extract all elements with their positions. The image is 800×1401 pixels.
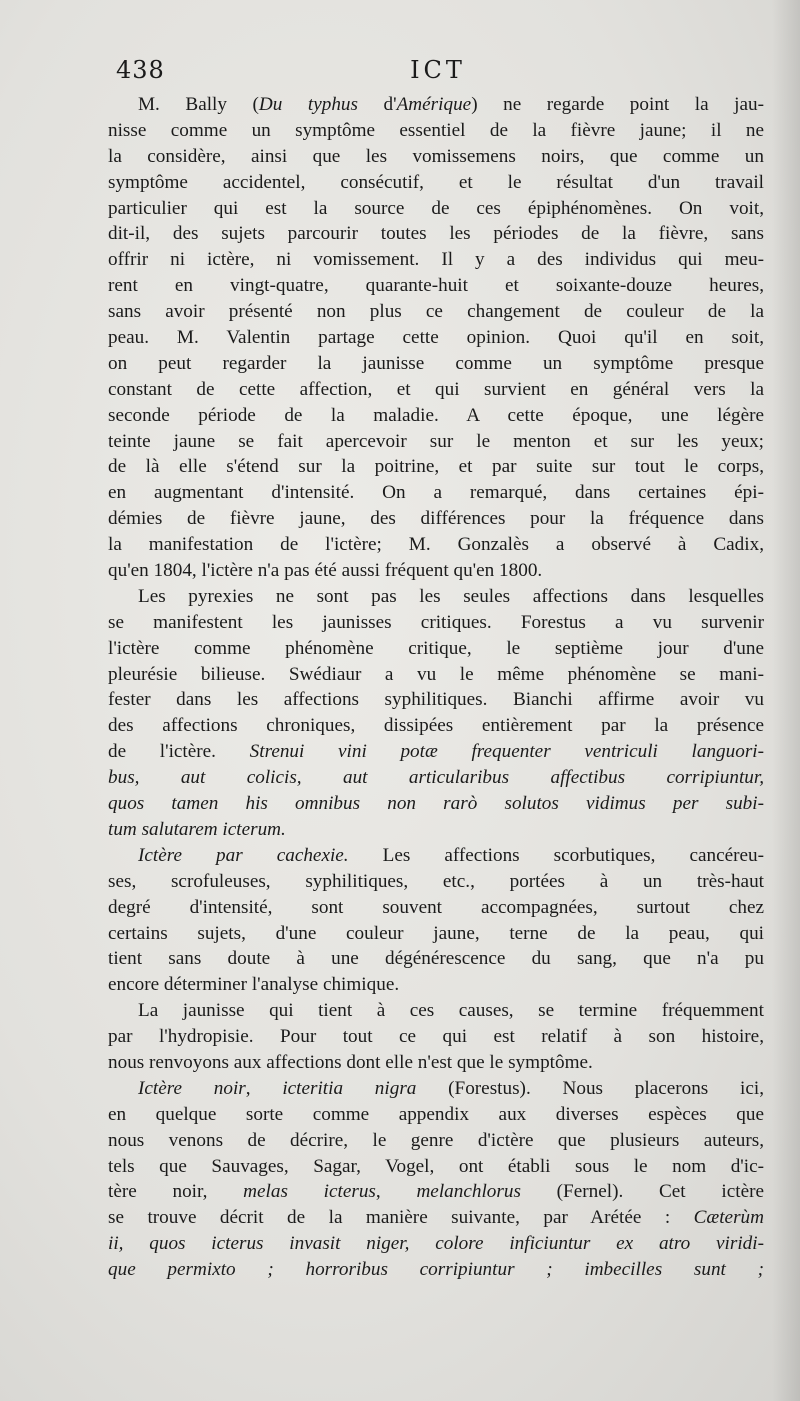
text-run: en augmentant d'intensité. On a remarqué, dans certaines épi- — [108, 482, 764, 504]
text-run: en quelque sorte comme appendix aux diverses espèces que — [108, 1103, 764, 1125]
text-run: peau. M. Valentin partage cette opinion. Quoi qu'il en soit, — [108, 327, 764, 349]
italic-text: bus, aut colicis, aut articularibus affectibus corripiuntur, — [108, 767, 764, 789]
text-line — [108, 325, 764, 351]
text-run: la considère, ainsi que les vomissemens noirs, que comme un — [108, 145, 764, 167]
text-run: sans avoir présenté non plus ce changement de couleur de la — [108, 301, 764, 323]
text-line — [108, 403, 764, 429]
italic-text: quos tamen his omnibus non rarò solutos vidimus per subi- — [108, 793, 764, 815]
text-line — [108, 1076, 764, 1102]
text-line — [108, 584, 764, 610]
text-line — [108, 791, 764, 817]
text-line — [108, 765, 764, 791]
text-line — [108, 429, 764, 455]
text-line — [108, 1257, 764, 1283]
text-run: rent en vingt-quatre, quarante-huit et soixante-douze heures, — [108, 275, 764, 297]
page-number: 438 — [116, 56, 165, 84]
text-line — [108, 92, 764, 118]
text-line — [108, 713, 764, 739]
text-run: Les affections scorbutiques, cancéreu- — [348, 844, 764, 866]
italic-text: que permixto ; horroribus corripiuntur ; imbecilles sunt ; — [108, 1259, 764, 1281]
text-run: par l'hydropisie. Pour tout ce qui est relatif à son histoire, — [108, 1026, 764, 1048]
text-run: M. Bally ( — [138, 94, 259, 115]
text-run: qu'en 1804, l'ictère n'a pas été aussi fréquent qu'en 1800. — [108, 560, 543, 582]
italic-text: Cæterùm — [693, 1207, 764, 1229]
text-line — [108, 1179, 764, 1205]
page-edge-shadow — [772, 0, 800, 1401]
text-line — [108, 1024, 764, 1050]
text-run: nous renvoyons aux affections dont elle n'est que le symptôme. — [108, 1051, 593, 1073]
text-line — [108, 610, 764, 636]
text-run: nisse comme un symptôme essentiel de la fièvre jaune; il ne — [108, 119, 764, 141]
text-run: dit-il, des sujets parcourir toutes les périodes de la fièvre, sans — [108, 223, 764, 245]
text-line — [108, 506, 764, 532]
text-run: pleurésie bilieuse. Swédiaur a vu le même phénomène se mani- — [108, 663, 764, 685]
text-run: seconde période de la maladie. A cette époque, une légère — [108, 404, 764, 426]
text-line — [108, 817, 764, 843]
text-line — [108, 946, 764, 972]
text-run: se manifestent les jaunisses critiques. Forestus a vu survenir — [108, 611, 764, 633]
italic-text: Amérique — [396, 94, 472, 115]
text-run: tère noir, — [108, 1181, 244, 1203]
italic-text: ii, quos icterus invasit niger, colore inficiuntur ex atro viridi- — [108, 1233, 764, 1255]
text-line — [108, 1128, 764, 1154]
text-line — [108, 532, 764, 558]
text-run: de là elle s'étend sur la poitrine, et par suite sur tout le corps, — [108, 456, 764, 478]
text-run: tient sans doute à une dégénérescence du sang, que n'a pu — [108, 948, 764, 970]
text-line — [108, 1205, 764, 1231]
text-line — [108, 351, 764, 377]
text-line — [108, 895, 764, 921]
italic-text: tum salutarem icterum. — [108, 818, 286, 840]
text-line — [108, 662, 764, 688]
text-run: particulier qui est la source de ces épiphénomènes. On voit, — [108, 197, 764, 219]
text-line — [108, 843, 764, 869]
italic-text: icteritia nigra — [282, 1077, 417, 1099]
text-line — [108, 144, 764, 170]
body-text — [108, 92, 764, 1283]
text-run: (Forestus). Nous placerons ici, — [416, 1077, 764, 1099]
text-line — [108, 636, 764, 662]
text-line — [108, 1102, 764, 1128]
text-line — [108, 998, 764, 1024]
text-run: se trouve décrit de la manière suivante, par Arétée : — [108, 1207, 694, 1229]
text-run: constant de cette affection, et qui survient en général vers la — [108, 378, 764, 400]
text-line — [108, 921, 764, 947]
italic-text: Ictère noir — [138, 1077, 246, 1099]
text-run: offrir ni ictère, ni vomissement. Il y a des individus qui meu- — [108, 249, 764, 271]
text-run: nous venons de décrire, le genre d'ictère que plusieurs auteurs, — [108, 1129, 764, 1151]
running-head: ICT — [410, 56, 466, 84]
text-line — [108, 247, 764, 273]
text-run: teinte jaune se fait apercevoir sur le menton et sur les yeux; — [108, 430, 764, 452]
text-run: Les pyrexies ne sont pas les seules affections dans lesquelles — [138, 585, 764, 607]
text-run: des affections chroniques, dissipées entièrement par la présence — [108, 715, 764, 737]
text-run: degré d'intensité, sont souvent accompagnées, surtout chez — [108, 896, 764, 918]
text-line — [108, 687, 764, 713]
text-line — [108, 1050, 764, 1076]
italic-text: Ictère par cachexie. — [138, 844, 349, 866]
text-line — [108, 480, 764, 506]
text-line — [108, 972, 764, 998]
text-run: la manifestation de l'ictère; M. Gonzalès a observé à Cadix, — [108, 534, 764, 556]
text-line — [108, 118, 764, 144]
text-run: fester dans les affections syphilitiques. Bianchi affirme avoir vu — [108, 689, 764, 711]
text-line — [108, 196, 764, 222]
text-line — [108, 1154, 764, 1180]
text-run: ses, scrofuleuses, syphilitiques, etc., portées à un très-haut — [108, 870, 764, 892]
text-line — [108, 869, 764, 895]
text-run: ) ne regarde point la jau- — [471, 94, 764, 115]
text-run: certains sujets, d'une couleur jaune, terne de la peau, qui — [108, 922, 764, 944]
italic-text: Du typhus — [258, 94, 358, 115]
text-line — [108, 739, 764, 765]
text-run: d' — [357, 94, 397, 115]
text-run: symptôme accidentel, consécutif, et le résultat d'un travail — [108, 171, 764, 193]
text-line — [108, 221, 764, 247]
text-line — [108, 377, 764, 403]
text-line — [108, 170, 764, 196]
text-line — [108, 454, 764, 480]
text-line — [108, 558, 764, 584]
text-run: de l'ictère. — [108, 741, 250, 763]
text-line — [108, 1231, 764, 1257]
text-run: l'ictère comme phénomène critique, le septième jour d'une — [108, 637, 764, 659]
italic-text: melanchlorus — [416, 1181, 521, 1203]
text-run: , — [245, 1077, 283, 1099]
text-run: on peut regarder la jaunisse comme un symptôme presque — [108, 352, 764, 374]
italic-text: melas icterus — [243, 1181, 376, 1203]
italic-text: Strenui vini potæ frequenter ventriculi languori- — [249, 741, 764, 763]
text-run: tels que Sauvages, Sagar, Vogel, ont établi sous le nom d'ic- — [108, 1155, 764, 1177]
page-header — [108, 56, 768, 90]
text-line — [108, 299, 764, 325]
text-run: La jaunisse qui tient à ces causes, se termine fréquemment — [138, 1000, 764, 1022]
text-run: démies de fièvre jaune, des différences pour la fréquence dans — [108, 508, 764, 530]
text-run: , — [375, 1181, 417, 1203]
text-run: (Fernel). Cet ictère — [520, 1181, 764, 1203]
text-line — [108, 273, 764, 299]
text-run: encore déterminer l'analyse chimique. — [108, 974, 400, 996]
